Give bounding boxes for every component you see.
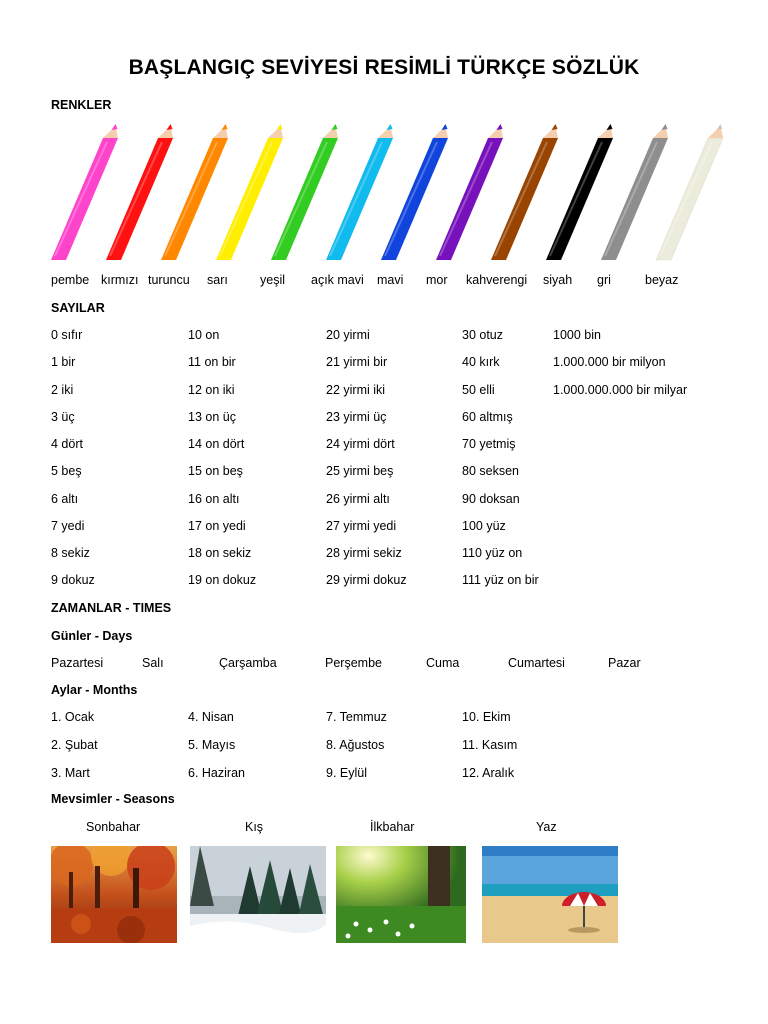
day-item: Cuma [426, 656, 460, 670]
month-item: 4. Nisan [188, 710, 234, 724]
number-item: 23 yirmi üç [326, 410, 387, 424]
number-item: 16 on altı [188, 492, 240, 506]
number-item: 1 bir [51, 355, 76, 369]
number-item: 15 on beş [188, 464, 243, 478]
number-item: 7 yedi [51, 519, 85, 533]
number-item: 70 yetmiş [462, 437, 516, 451]
months-heading: Aylar - Months [51, 683, 138, 697]
number-item: 30 otuz [462, 328, 504, 342]
color-label-yellow: sarı [207, 273, 228, 287]
day-item: Perşembe [325, 656, 382, 670]
number-item: 100 yüz [462, 519, 506, 533]
season-label-winter: Kış [245, 820, 264, 834]
month-item: 10. Ekim [462, 710, 511, 724]
month-item: 6. Haziran [188, 766, 245, 780]
number-item: 22 yirmi iki [326, 383, 386, 397]
day-item: Cumartesi [508, 656, 565, 670]
number-item: 21 yirmi bir [326, 355, 388, 369]
season-label-summer: Yaz [536, 820, 557, 834]
number-item: 6 altı [51, 492, 79, 506]
day-item: Pazartesi [51, 656, 104, 670]
number-item: 4 dört [51, 437, 83, 451]
pencil-2 [161, 124, 228, 260]
colors-heading: RENKLER [51, 98, 112, 112]
color-label-light-blue: açık mavi [311, 273, 364, 287]
color-label-orange: turuncu [148, 273, 190, 287]
pencil-1 [106, 124, 173, 260]
number-item: 18 on sekiz [188, 546, 252, 560]
color-label-blue: mavi [377, 273, 404, 287]
number-item: 50 elli [462, 383, 495, 397]
number-item: 19 on dokuz [188, 573, 257, 587]
number-item: 25 yirmi beş [326, 464, 394, 478]
pencil-3 [216, 124, 283, 260]
number-item: 3 üç [51, 410, 75, 424]
color-label-gray: gri [597, 273, 611, 287]
color-label-purple: mor [426, 273, 448, 287]
season-label-spring: İlkbahar [370, 820, 415, 834]
number-item: 5 beş [51, 464, 82, 478]
times-heading: ZAMANLAR - TIMES [51, 601, 172, 615]
seasons-heading: Mevsimler - Seasons [51, 792, 175, 806]
month-item: 3. Mart [51, 766, 90, 780]
number-item: 80 seksen [462, 464, 519, 478]
pencil-9 [546, 124, 613, 260]
month-item: 11. Kasım [462, 738, 518, 752]
winter-forest-photo [190, 846, 326, 943]
number-item: 1.000.000 bir milyon [553, 355, 666, 369]
month-item: 8. Ağustos [326, 738, 385, 752]
days-heading: Günler - Days [51, 629, 133, 643]
month-item: 1. Ocak [51, 710, 95, 724]
month-item: 12. Aralık [462, 766, 515, 780]
color-label-white: beyaz [645, 273, 679, 287]
pencil-4 [271, 124, 338, 260]
number-item: 17 on yedi [188, 519, 246, 533]
color-pencils [48, 118, 724, 266]
number-item: 11 on bir [188, 355, 236, 369]
pencil-6 [381, 124, 448, 260]
number-item: 20 yirmi [326, 328, 370, 342]
month-item: 9. Eylül [326, 766, 367, 780]
autumn-forest-photo [51, 846, 177, 943]
pencil-5 [326, 124, 393, 260]
number-item: 8 sekiz [51, 546, 90, 560]
day-item: Pazar [608, 656, 641, 670]
number-item: 60 altmış [462, 410, 513, 424]
page-title: BAŞLANGIÇ SEVİYESİ RESİMLİ TÜRKÇE SÖZLÜK [128, 56, 640, 79]
number-item: 40 kırk [462, 355, 500, 369]
number-item: 12 on iki [188, 383, 235, 397]
numbers-heading: SAYILAR [51, 301, 105, 315]
color-label-red: kırmızı [101, 273, 139, 287]
pencil-8 [491, 124, 558, 260]
number-item: 24 yirmi dört [326, 437, 395, 451]
pencil-7 [436, 124, 503, 260]
pencil-0 [51, 124, 118, 260]
day-item: Salı [142, 656, 164, 670]
number-item: 2 iki [51, 383, 74, 397]
number-item: 9 dokuz [51, 573, 95, 587]
color-label-green: yeşil [260, 273, 286, 287]
color-label-black: siyah [543, 273, 573, 287]
number-item: 1.000.000.000 bir milyar [553, 383, 688, 397]
number-item: 111 yüz on bir [462, 573, 539, 587]
number-item: 26 yirmi altı [326, 492, 390, 506]
day-item: Çarşamba [219, 656, 277, 670]
pencil-10 [601, 124, 668, 260]
color-label-brown: kahverengi [466, 273, 528, 287]
number-item: 27 yirmi yedi [326, 519, 397, 533]
number-item: 1000 bin [553, 328, 601, 342]
month-item: 5. Mayıs [188, 738, 236, 752]
number-item: 13 on üç [188, 410, 236, 424]
number-item: 90 doksan [462, 492, 520, 506]
color-label-pink: pembe [51, 273, 90, 287]
number-item: 29 yirmi dokuz [326, 573, 407, 587]
pencil-11 [656, 124, 723, 260]
number-item: 110 yüz on [462, 546, 523, 560]
month-item: 7. Temmuz [326, 710, 387, 724]
number-item: 28 yirmi sekiz [326, 546, 402, 560]
number-item: 10 on [188, 328, 220, 342]
number-item: 14 on dört [188, 437, 245, 451]
season-label-autumn: Sonbahar [86, 820, 141, 834]
summer-beach-photo [482, 846, 618, 943]
spring-meadow-photo [336, 846, 466, 943]
month-item: 2. Şubat [51, 738, 98, 752]
number-item: 0 sıfır [51, 328, 83, 342]
